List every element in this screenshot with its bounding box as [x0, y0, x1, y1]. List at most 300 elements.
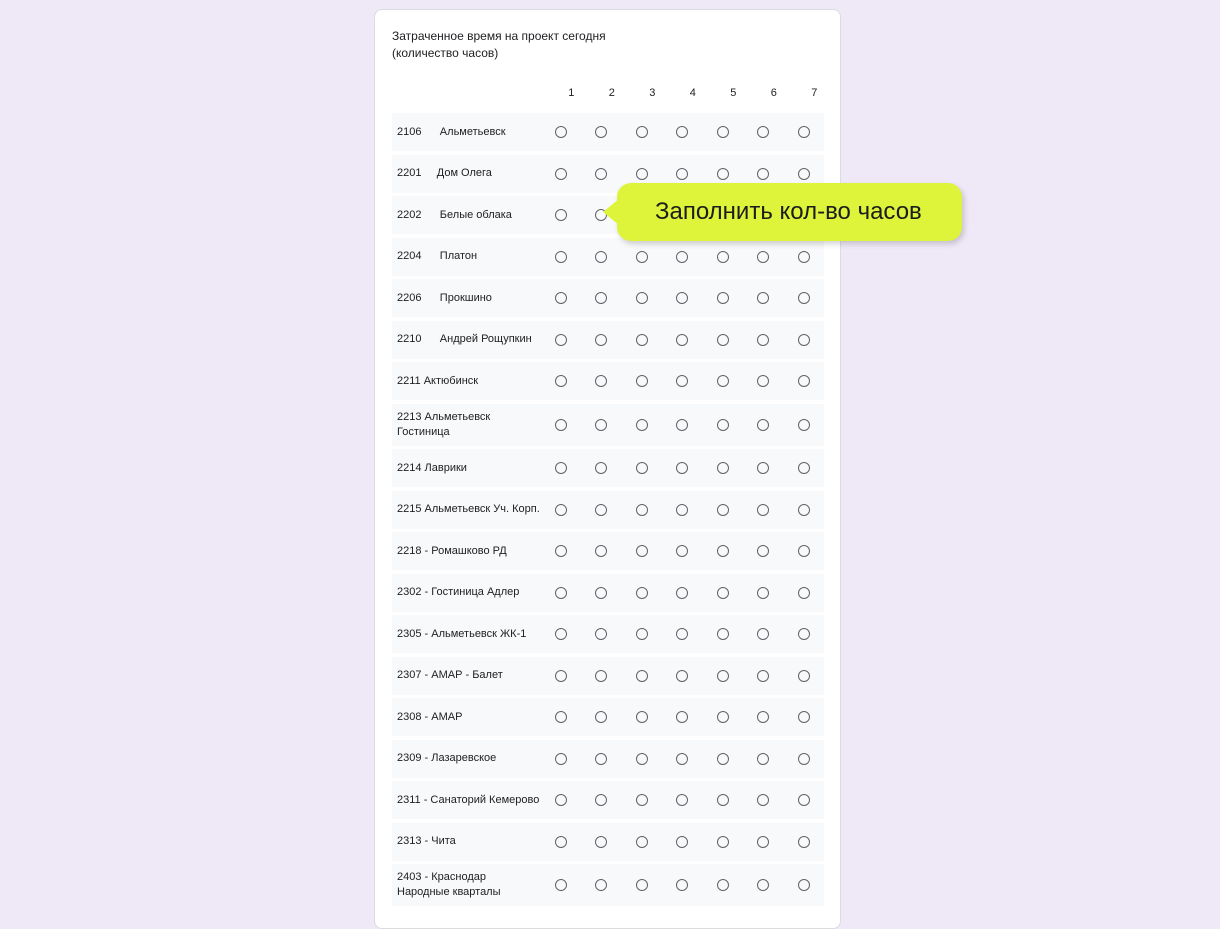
grid-cell — [703, 168, 744, 180]
column-header: 5 — [730, 87, 737, 99]
grid-row-label: 2308 - АМАР — [397, 710, 463, 723]
grid-row — [392, 491, 824, 529]
radio-button[interactable] — [555, 375, 567, 387]
grid-cell — [662, 836, 703, 848]
grid-cell — [622, 334, 663, 346]
grid-cell — [541, 753, 582, 765]
grid-cell — [703, 628, 744, 640]
grid-cell — [622, 168, 663, 180]
radio-button[interactable] — [717, 794, 729, 806]
radio-button[interactable] — [676, 251, 688, 263]
radio-button[interactable] — [798, 419, 810, 431]
radio-button[interactable] — [555, 587, 567, 599]
grid-cell — [703, 126, 744, 138]
grid-cell — [662, 292, 703, 304]
grid-cell — [622, 419, 663, 431]
grid-cell — [743, 126, 784, 138]
radio-button[interactable] — [555, 670, 567, 682]
radio-button[interactable] — [636, 168, 648, 180]
grid-cell — [581, 168, 622, 180]
grid-cell — [662, 587, 703, 599]
radio-button[interactable] — [717, 504, 729, 516]
radio-button[interactable] — [636, 587, 648, 599]
grid-cell — [784, 711, 825, 723]
radio-button[interactable] — [555, 292, 567, 304]
grid-cell — [622, 504, 663, 516]
grid-cell — [581, 504, 622, 516]
grid-cell — [662, 334, 703, 346]
grid-cell — [784, 126, 825, 138]
grid-cell — [622, 794, 663, 806]
column-header: 2 — [608, 87, 615, 99]
radio-button[interactable] — [636, 545, 648, 557]
grid-cell — [703, 334, 744, 346]
radio-button[interactable] — [717, 375, 729, 387]
grid-cell — [743, 545, 784, 557]
radio-button[interactable] — [798, 251, 810, 263]
radio-button[interactable] — [636, 334, 648, 346]
grid-cell — [541, 711, 582, 723]
radio-button[interactable] — [717, 879, 729, 891]
radio-button[interactable] — [636, 504, 648, 516]
grid-cell — [581, 375, 622, 387]
grid-cell — [581, 711, 622, 723]
grid-cell — [784, 587, 825, 599]
radio-button[interactable] — [636, 753, 648, 765]
grid-cell — [581, 292, 622, 304]
grid-cell — [784, 545, 825, 557]
grid-cell — [784, 836, 825, 848]
grid-cell — [662, 504, 703, 516]
radio-button[interactable] — [757, 126, 769, 138]
grid-cell — [541, 419, 582, 431]
grid-cell — [784, 251, 825, 263]
radio-button[interactable] — [717, 545, 729, 557]
radio-button[interactable] — [798, 462, 810, 474]
grid-cell — [784, 375, 825, 387]
hint-callout-text: Заполнить кол-во часов — [655, 198, 922, 225]
grid-cell — [662, 375, 703, 387]
radio-button[interactable] — [676, 670, 688, 682]
radio-button[interactable] — [798, 670, 810, 682]
grid-cell — [743, 753, 784, 765]
grid-cell — [743, 334, 784, 346]
radio-button[interactable] — [757, 292, 769, 304]
grid-cell — [743, 670, 784, 682]
grid-cell — [622, 753, 663, 765]
radio-button[interactable] — [555, 334, 567, 346]
radio-button[interactable] — [636, 794, 648, 806]
grid-row — [392, 615, 824, 653]
grid-cell — [622, 670, 663, 682]
radio-button[interactable] — [595, 292, 607, 304]
radio-button[interactable] — [798, 168, 810, 180]
radio-button[interactable] — [676, 628, 688, 640]
radio-button[interactable] — [555, 209, 567, 221]
radio-button[interactable] — [555, 794, 567, 806]
grid-row — [392, 113, 824, 151]
radio-button[interactable] — [595, 334, 607, 346]
grid-cell — [541, 545, 582, 557]
radio-button[interactable] — [757, 628, 769, 640]
radio-button[interactable] — [798, 545, 810, 557]
grid-cell — [703, 504, 744, 516]
grid-cell — [703, 462, 744, 474]
grid-cell — [581, 462, 622, 474]
grid-cell — [662, 628, 703, 640]
radio-button[interactable] — [636, 292, 648, 304]
grid-cell — [662, 419, 703, 431]
radio-button[interactable] — [676, 375, 688, 387]
radio-button[interactable] — [555, 545, 567, 557]
radio-button[interactable] — [636, 879, 648, 891]
grid-row — [392, 449, 824, 487]
grid-cell — [581, 126, 622, 138]
grid-cell — [784, 753, 825, 765]
grid-cell — [581, 753, 622, 765]
grid-cell — [703, 292, 744, 304]
grid-row-label: 2313 - Чита — [397, 835, 456, 847]
grid-cell — [743, 292, 784, 304]
radio-button[interactable] — [676, 334, 688, 346]
grid-row-label: 2218 - Ромашково РД — [397, 544, 507, 557]
radio-button[interactable] — [757, 836, 769, 848]
grid-cell — [541, 836, 582, 848]
grid-row — [392, 657, 824, 695]
grid-cell — [622, 628, 663, 640]
grid-cell — [743, 879, 784, 891]
grid-cell — [541, 879, 582, 891]
grid-cell — [622, 587, 663, 599]
radio-button[interactable] — [555, 462, 567, 474]
grid-cell — [581, 879, 622, 891]
radio-button[interactable] — [717, 587, 729, 599]
grid-cell — [703, 711, 744, 723]
grid-cell — [784, 670, 825, 682]
question-title-line2: (количество часов) — [392, 46, 499, 60]
grid-row-label: 2309 - Лазаревское — [397, 752, 497, 764]
grid-cell — [743, 419, 784, 431]
radio-button[interactable] — [798, 879, 810, 891]
grid-cell — [784, 168, 825, 180]
question-title — [392, 28, 652, 62]
radio-button[interactable] — [636, 670, 648, 682]
radio-button[interactable] — [757, 419, 769, 431]
radio-button[interactable] — [717, 670, 729, 682]
radio-button[interactable] — [595, 375, 607, 387]
grid-cell — [622, 879, 663, 891]
grid-row — [392, 698, 824, 736]
radio-button[interactable] — [676, 794, 688, 806]
radio-button[interactable] — [757, 462, 769, 474]
radio-button[interactable] — [798, 375, 810, 387]
grid-cell — [703, 419, 744, 431]
grid-row-label: 2305 - Альметьевск ЖК-1 — [397, 627, 527, 640]
radio-button[interactable] — [595, 794, 607, 806]
radio-button[interactable] — [595, 836, 607, 848]
radio-button[interactable] — [595, 419, 607, 431]
grid-cell — [703, 879, 744, 891]
grid-row — [392, 279, 824, 317]
grid-cell — [784, 879, 825, 891]
radio-button[interactable] — [757, 794, 769, 806]
radio-button[interactable] — [676, 504, 688, 516]
grid-cell — [541, 670, 582, 682]
grid-cell — [581, 419, 622, 431]
grid-row-label: 2202 Белые облака — [397, 208, 512, 221]
radio-button[interactable] — [555, 126, 567, 138]
radio-button[interactable] — [595, 879, 607, 891]
grid-row-label: 2302 - Гостиница Адлер — [397, 586, 520, 598]
radio-button[interactable] — [595, 126, 607, 138]
radio-button[interactable] — [595, 753, 607, 765]
radio-button[interactable] — [555, 879, 567, 891]
grid-cell — [784, 334, 825, 346]
grid-cell — [662, 462, 703, 474]
grid-row — [392, 864, 824, 906]
grid-row-label: 2311 - Санаторий Кемерово — [397, 793, 540, 806]
grid-row-label: 2211 Актюбинск — [397, 374, 479, 387]
grid-cell — [662, 545, 703, 557]
grid-cell — [622, 545, 663, 557]
radio-button[interactable] — [798, 753, 810, 765]
grid-cell — [743, 628, 784, 640]
grid-cell — [743, 794, 784, 806]
radio-button[interactable] — [798, 628, 810, 640]
radio-button[interactable] — [798, 126, 810, 138]
radio-button[interactable] — [676, 836, 688, 848]
radio-button[interactable] — [555, 419, 567, 431]
grid-cell — [743, 587, 784, 599]
radio-button[interactable] — [757, 375, 769, 387]
grid-cell — [743, 251, 784, 263]
radio-button[interactable] — [595, 545, 607, 557]
column-header: 6 — [770, 87, 777, 99]
grid-cell — [703, 670, 744, 682]
radio-button[interactable] — [798, 334, 810, 346]
radio-button[interactable] — [676, 753, 688, 765]
grid-row-label: 2307 - АМАР - Балет — [397, 669, 503, 681]
grid-cell — [784, 462, 825, 474]
grid-cell — [662, 879, 703, 891]
radio-button[interactable] — [595, 504, 607, 516]
grid-cell — [622, 126, 663, 138]
grid-cell — [541, 168, 582, 180]
radio-button[interactable] — [798, 836, 810, 848]
column-header: 3 — [649, 87, 656, 99]
grid-row-label: 2210 Андрей Рощупкин — [397, 333, 532, 345]
radio-button[interactable] — [757, 587, 769, 599]
grid-cell — [541, 292, 582, 304]
radio-button[interactable] — [636, 711, 648, 723]
grid-cell — [581, 545, 622, 557]
radio-button[interactable] — [757, 251, 769, 263]
radio-button[interactable] — [595, 587, 607, 599]
grid-row-label: 2204 Платон — [397, 250, 478, 262]
radio-button[interactable] — [717, 168, 729, 180]
radio-button[interactable] — [676, 462, 688, 474]
grid-cell — [784, 628, 825, 640]
grid-cell — [662, 753, 703, 765]
grid-row-label: 2214 Лаврики — [397, 461, 467, 474]
grid-row — [392, 823, 824, 861]
radio-button[interactable] — [717, 462, 729, 474]
radio-button[interactable] — [555, 836, 567, 848]
grid-row — [392, 362, 824, 400]
radio-button[interactable] — [717, 753, 729, 765]
radio-button[interactable] — [636, 375, 648, 387]
grid-cell — [581, 587, 622, 599]
grid-cell — [541, 126, 582, 138]
grid-cell — [622, 251, 663, 263]
grid-cell — [703, 753, 744, 765]
radio-button[interactable] — [798, 794, 810, 806]
grid-cell — [541, 628, 582, 640]
radio-button[interactable] — [676, 711, 688, 723]
radio-button[interactable] — [595, 168, 607, 180]
grid-row — [392, 532, 824, 570]
grid-cell — [743, 168, 784, 180]
radio-button[interactable] — [757, 334, 769, 346]
radio-button[interactable] — [798, 504, 810, 516]
grid-cell — [703, 587, 744, 599]
grid-cell — [541, 375, 582, 387]
grid-cell — [662, 711, 703, 723]
radio-button[interactable] — [757, 168, 769, 180]
grid-row-label: 2213 Альметьевск Гостиница — [397, 410, 494, 438]
grid-cell — [541, 504, 582, 516]
grid-cell — [581, 334, 622, 346]
grid-column-headers — [551, 87, 835, 99]
grid-cell — [703, 545, 744, 557]
radio-button[interactable] — [717, 334, 729, 346]
radio-button[interactable] — [555, 251, 567, 263]
radio-button[interactable] — [717, 419, 729, 431]
grid-cell — [581, 628, 622, 640]
radio-button[interactable] — [717, 711, 729, 723]
grid-cell — [622, 836, 663, 848]
grid-row — [392, 781, 824, 819]
radio-button[interactable] — [595, 670, 607, 682]
grid-cell — [581, 670, 622, 682]
grid-cell — [703, 251, 744, 263]
grid-cell — [541, 794, 582, 806]
grid-cell — [743, 836, 784, 848]
radio-button[interactable] — [798, 587, 810, 599]
grid-cell — [743, 462, 784, 474]
radio-button[interactable] — [717, 251, 729, 263]
grid-cell — [622, 375, 663, 387]
grid-row-label: 2201 Дом Олега — [397, 167, 492, 179]
grid-row-label: 2206 Прокшино — [397, 291, 492, 304]
grid-cell — [784, 794, 825, 806]
radio-button[interactable] — [676, 587, 688, 599]
radio-button[interactable] — [595, 628, 607, 640]
grid-cell — [662, 126, 703, 138]
radio-button[interactable] — [757, 879, 769, 891]
grid-cell — [541, 334, 582, 346]
grid-cell — [703, 794, 744, 806]
radio-button[interactable] — [798, 292, 810, 304]
grid-cell — [703, 836, 744, 848]
radio-button[interactable] — [757, 504, 769, 516]
radio-button[interactable] — [717, 126, 729, 138]
grid-row-label: 2106 Альметьевск — [397, 125, 506, 138]
radio-button[interactable] — [717, 628, 729, 640]
radio-button[interactable] — [757, 670, 769, 682]
radio-button[interactable] — [555, 711, 567, 723]
grid-cell — [703, 375, 744, 387]
grid-cell — [622, 711, 663, 723]
grid-cell — [662, 168, 703, 180]
grid-cell — [662, 794, 703, 806]
column-header: 4 — [689, 87, 696, 99]
form-question-card — [374, 9, 841, 929]
hint-callout — [617, 183, 962, 241]
grid-cell — [541, 587, 582, 599]
grid-cell — [622, 292, 663, 304]
radio-button[interactable] — [798, 711, 810, 723]
grid-cell — [784, 419, 825, 431]
radio-button[interactable] — [636, 126, 648, 138]
radio-button[interactable] — [676, 126, 688, 138]
column-header: 7 — [811, 87, 818, 99]
question-title-line1: Затраченное время на проект сегодня — [392, 29, 606, 43]
radio-button[interactable] — [595, 462, 607, 474]
grid-cell — [662, 251, 703, 263]
radio-button[interactable] — [555, 168, 567, 180]
grid-row — [392, 574, 824, 612]
radio-button[interactable] — [676, 879, 688, 891]
grid-row-label: 2215 Альметьевск Уч. Корп. — [397, 503, 540, 515]
grid-row-label: 2403 - Краснодар Народные кварталы — [397, 871, 501, 898]
grid-row — [392, 740, 824, 778]
radio-button[interactable] — [757, 545, 769, 557]
radio-button[interactable] — [555, 504, 567, 516]
radio-button[interactable] — [676, 168, 688, 180]
radio-button[interactable] — [636, 628, 648, 640]
radio-button[interactable] — [595, 251, 607, 263]
grid-row — [392, 404, 824, 446]
radio-button[interactable] — [676, 292, 688, 304]
grid-cell — [581, 836, 622, 848]
radio-button[interactable] — [555, 753, 567, 765]
grid-cell — [541, 462, 582, 474]
grid-cell — [743, 504, 784, 516]
grid-row — [392, 238, 824, 276]
grid-cell — [541, 209, 582, 221]
radio-button[interactable] — [717, 292, 729, 304]
grid-cell — [581, 794, 622, 806]
radio-button[interactable] — [676, 419, 688, 431]
grid-cell — [784, 292, 825, 304]
radio-button[interactable] — [636, 836, 648, 848]
radio-button[interactable] — [555, 628, 567, 640]
grid-cell — [581, 251, 622, 263]
radio-button[interactable] — [757, 753, 769, 765]
radio-button[interactable] — [636, 419, 648, 431]
radio-button[interactable] — [757, 711, 769, 723]
radio-button[interactable] — [595, 711, 607, 723]
grid-cell — [743, 375, 784, 387]
radio-button[interactable] — [717, 836, 729, 848]
grid-cell — [784, 504, 825, 516]
grid-cell — [541, 251, 582, 263]
radio-button[interactable] — [636, 462, 648, 474]
grid-row — [392, 321, 824, 359]
radio-button[interactable] — [676, 545, 688, 557]
radio-button[interactable] — [636, 251, 648, 263]
